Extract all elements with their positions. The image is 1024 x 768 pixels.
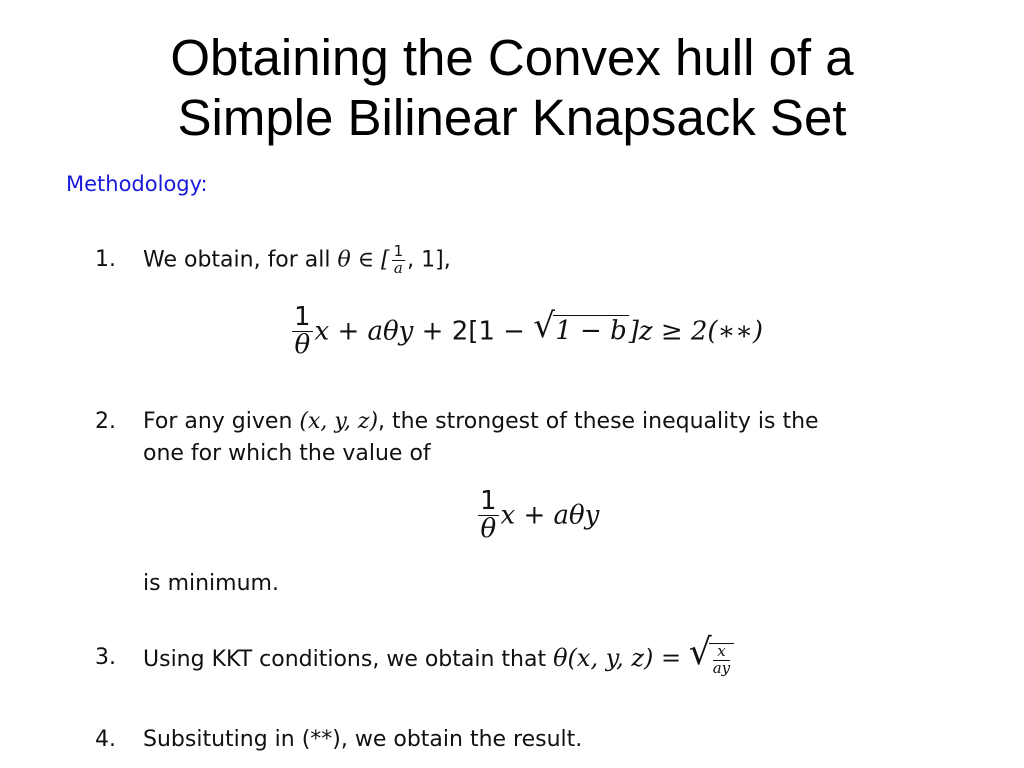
slide-title-line-1: Obtaining the Convex hull of a: [170, 29, 854, 86]
item-2-text-before: For any given: [143, 409, 293, 434]
item-number: 4.: [95, 727, 116, 752]
sqrt-symbol-icon: √: [533, 306, 555, 347]
slide-title-line-2: Simple Bilinear Knapsack Set: [177, 89, 847, 146]
slide-title: [0, 28, 1024, 148]
eq1-fraction: [292, 304, 313, 360]
item-2-line-1: [143, 406, 819, 438]
eq2-rest: x + aθy: [500, 500, 600, 531]
eq1-sqrt: [533, 306, 629, 347]
item-number: 1.: [95, 247, 116, 272]
item-3-sqrt-fraction: [712, 641, 731, 677]
item-3-frac-denominator: ay: [712, 658, 731, 677]
item-1-fraction: [392, 244, 406, 277]
eq1-frac-denominator: θ: [294, 330, 311, 361]
section-label: Methodology:: [66, 172, 208, 196]
item-number: 2.: [95, 409, 116, 434]
eq1-part-2: 2[1 −: [451, 316, 534, 347]
item-3-frac-numerator: x: [713, 644, 730, 661]
item-3-math-lhs: θ(x, y, z) =: [553, 644, 689, 672]
item-1-frac-numerator: 1: [393, 242, 404, 260]
eq1-frac-numerator: 1: [294, 302, 311, 332]
equation-value: [476, 488, 599, 544]
eq1-part-3: ]z ≥ 2(∗∗): [628, 316, 764, 347]
item-number: 3.: [95, 645, 116, 670]
item-2-math: (x, y, z): [299, 409, 379, 434]
item-3-sqrt: [688, 631, 734, 677]
item-3-sqrt-under: [709, 643, 734, 677]
item-1-frac-denominator: a: [393, 258, 403, 277]
item-4-text: Subsituting in (**), we obtain the result.: [143, 727, 583, 752]
eq2-frac-denominator: θ: [480, 514, 497, 545]
item-1-interval-end: , 1],: [407, 247, 451, 273]
eq2-fraction: [478, 488, 499, 544]
item-1-text: We obtain, for all: [143, 247, 331, 273]
sqrt-symbol-icon: √: [688, 631, 712, 673]
eq1-part-1: x + aθy +: [314, 316, 452, 347]
item-2-text-after: , the strongest of these inequality is the: [378, 409, 819, 434]
equation-star-star: [290, 304, 763, 360]
item-1-theta-condition: θ ∈ [: [337, 247, 390, 273]
eq2-frac-numerator: 1: [480, 486, 497, 516]
eq1-sqrt-content: 1 − b: [555, 316, 627, 347]
item-2-line-2: one for which the value of: [143, 441, 431, 466]
item-text: [143, 244, 451, 277]
item-3-text-before: Using KKT conditions, we obtain that: [143, 647, 547, 672]
item-3-text: [143, 631, 734, 677]
item-2-line-3: is minimum.: [143, 571, 279, 596]
